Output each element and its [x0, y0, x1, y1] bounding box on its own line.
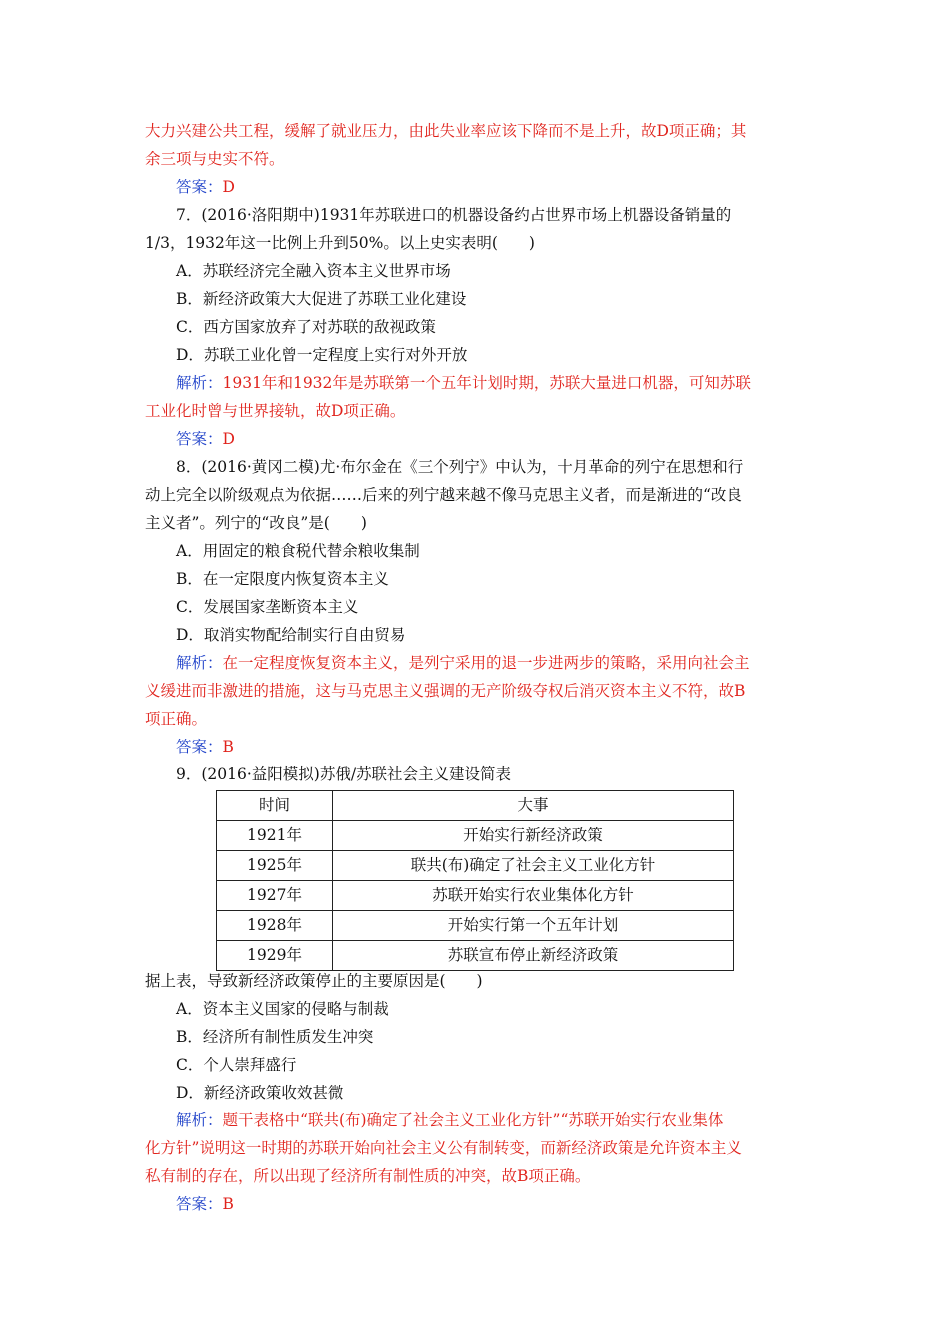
explanation-text: 工业化时曾与世界接轨，故D项正确。 [145, 402, 406, 420]
answer-value: B [222, 1195, 234, 1213]
explanation-text: 项正确。 [145, 710, 208, 728]
table-cell-event: 苏联宣布停止新经济政策 [333, 941, 734, 971]
question-stem: 动上完全以阶级观点为依据……后来的列宁越来越不像马克思主义者，而是渐进的“改良 [145, 486, 742, 504]
answer-line [176, 427, 235, 451]
answer-value: D [222, 430, 235, 448]
table-header-cell: 大事 [333, 791, 734, 821]
question-stem: 7．(2016·洛阳期中)1931年苏联进口的机器设备约占世界市场上机器设备销量的 [176, 206, 732, 224]
answer-value: B [222, 738, 234, 756]
explanation-line [176, 651, 750, 675]
option-a: A．用固定的粮食税代替余粮收集制 [176, 542, 420, 560]
explanation-text: 义缓进而非激进的措施，这与马克思主义强调的无产阶级夺权后消灭资本主义不符，故B [145, 682, 746, 700]
option-c: C．个人崇拜盛行 [176, 1056, 297, 1074]
explanation-line [176, 371, 751, 395]
table-cell-event: 开始实行新经济政策 [333, 821, 734, 851]
explanation-line [176, 1108, 723, 1132]
option-d: D．苏联工业化曾一定程度上实行对外开放 [176, 346, 468, 364]
explanation-text: 私有制的存在，所以出现了经济所有制性质的冲突，故B项正确。 [145, 1167, 591, 1185]
explanation-text: 化方针”说明这一时期的苏联开始向社会主义公有制转变，而新经济政策是允许资本主义 [145, 1139, 742, 1157]
table-row [217, 941, 734, 971]
explanation-label: 解析： [176, 374, 223, 392]
explanation-text: 题干表格中“联共(布)确定了社会主义工业化方针”“苏联开始实行农业集体 [222, 1111, 724, 1129]
option-d: D．取消实物配给制实行自由贸易 [176, 626, 406, 644]
answer-line [176, 735, 234, 759]
question-stem: 主义者”。列宁的“改良”是( ) [145, 514, 367, 532]
question-stem: 8．(2016·黄冈二模)尤·布尔金在《三个列宁》中认为，十月革命的列宁在思想和行 [176, 458, 744, 476]
table-row [217, 911, 734, 941]
table-cell-year: 1921年 [217, 821, 333, 851]
table-row [217, 851, 734, 881]
option-d: D．新经济政策收效甚微 [176, 1084, 344, 1102]
answer-value: D [222, 178, 235, 196]
explanation-text: 余三项与史实不符。 [145, 150, 285, 168]
option-b: B．新经济政策大大促进了苏联工业化建设 [176, 290, 467, 308]
table-cell-year: 1928年 [217, 911, 333, 941]
explanation-label: 解析： [176, 1111, 223, 1129]
question-stem: 据上表，导致新经济政策停止的主要原因是( ) [145, 972, 483, 990]
answer-label: 答案： [176, 430, 223, 448]
option-b: B．经济所有制性质发生冲突 [176, 1028, 374, 1046]
answer-label: 答案： [176, 178, 223, 196]
explanation-text: 大力兴建公共工程，缓解了就业压力，由此失业率应该下降而不是上升，故D项正确；其 [145, 122, 747, 140]
table-cell-event: 苏联开始实行农业集体化方针 [333, 881, 734, 911]
question-stem: 9．(2016·益阳模拟)苏俄/苏联社会主义建设简表 [176, 765, 512, 783]
table-cell-event: 联共(布)确定了社会主义工业化方针 [333, 851, 734, 881]
option-a: A．苏联经济完全融入资本主义世界市场 [176, 262, 451, 280]
option-c: C．发展国家垄断资本主义 [176, 598, 359, 616]
explanation-text: 在一定程度恢复资本主义，是列宁采用的退一步进两步的策略，采用向社会主 [222, 654, 750, 672]
table-row [217, 821, 734, 851]
option-b: B．在一定限度内恢复资本主义 [176, 570, 389, 588]
table-header-cell: 时间 [217, 791, 333, 821]
answer-line [176, 1192, 234, 1216]
table-cell-event: 开始实行第一个五年计划 [333, 911, 734, 941]
option-a: A．资本主义国家的侵略与制裁 [176, 1000, 389, 1018]
question-stem: 1/3，1932年这一比例上升到50%。以上史实表明( ) [145, 234, 535, 252]
table-cell-year: 1927年 [217, 881, 333, 911]
answer-label: 答案： [176, 738, 223, 756]
table-header-row [217, 791, 734, 821]
option-c: C．西方国家放弃了对苏联的敌视政策 [176, 318, 436, 336]
answer-line [176, 175, 235, 199]
table-row [217, 881, 734, 911]
table-cell-year: 1925年 [217, 851, 333, 881]
table-cell-year: 1929年 [217, 941, 333, 971]
events-table [216, 790, 734, 971]
answer-label: 答案： [176, 1195, 223, 1213]
explanation-label: 解析： [176, 654, 223, 672]
explanation-text: 1931年和1932年是苏联第一个五年计划时期，苏联大量进口机器，可知苏联 [222, 374, 751, 392]
